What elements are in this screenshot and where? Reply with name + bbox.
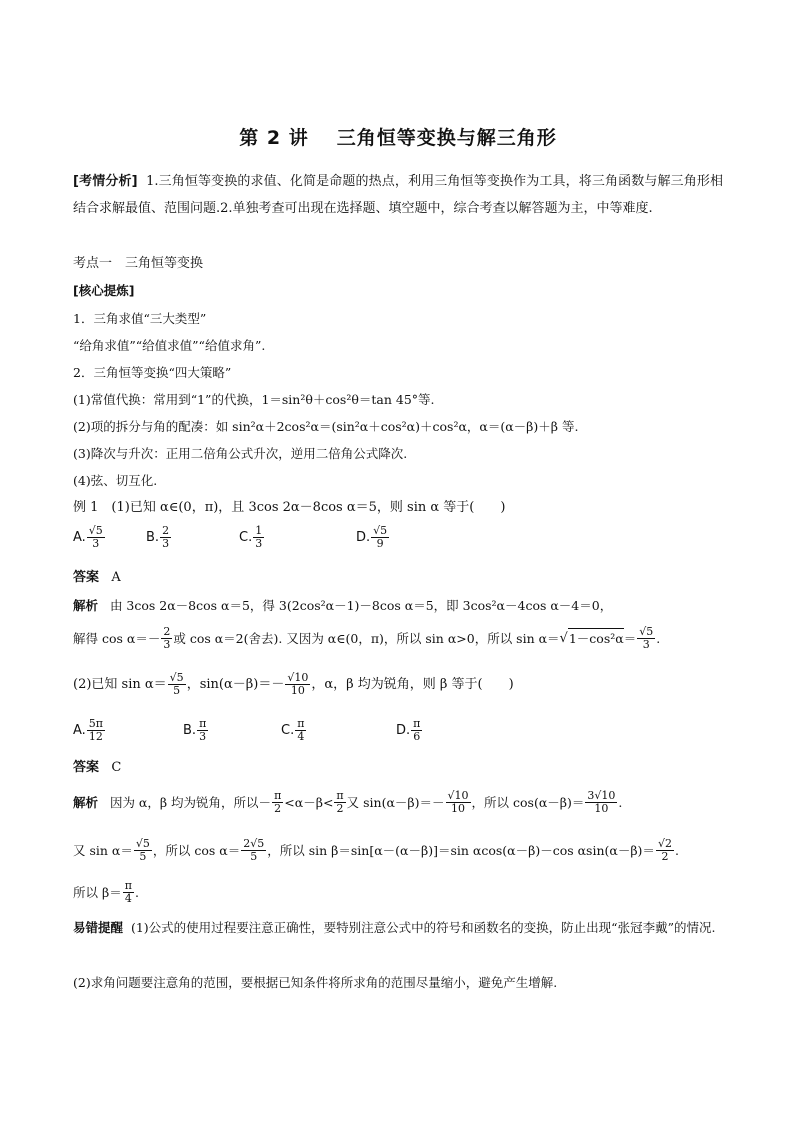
exam-analysis bbox=[73, 168, 723, 222]
solution-1-line-2: 解得 cos α＝－ $\frac{2}{3}$ 或 cos α＝2(舍去). 又因为 α∈(0，π)，所以 sin α>0，所以 sin α＝ √ 1－cos²α ＝ $\frac{√5}{3}$ . bbox=[73, 625, 661, 651]
choice-b[interactable]: B. $\frac{2}{3}$ bbox=[146, 524, 170, 550]
point-1-detail: “给角求值”“给值求值”“给值求角”. bbox=[73, 338, 266, 353]
error-tips-1: 易错提醒 (1)公式的使用过程要注意正确性，要特别注意公式中的符号和函数名的变换，防止出现“张冠李戴”的情况. bbox=[73, 920, 716, 935]
point-2: 2．三角恒等变换“四大策略” bbox=[73, 365, 232, 380]
title-lecture-number: 第 2 讲 bbox=[239, 127, 309, 149]
strategy-2: (2)项的拆分与角的配凑：如 sin²α＋2cos²α＝(sin²α＋cos²α)＋cos²α，α＝(α－β)＋β 等. bbox=[73, 419, 579, 434]
choice-c[interactable]: C. $\frac{1}{3}$ bbox=[239, 524, 263, 550]
answer-1: 答案 A bbox=[73, 570, 121, 585]
solution-2-line-2: 又 sin α＝ $\frac{√5}{5}$ ，所以 cos α＝ $\frac{2√5}{5}$ ，所以 sin β＝sin[α－(α－β)]＝sin αcos(α－β)－cos αsin(α－β)＝ $\frac{√2}{2}$ . bbox=[73, 837, 679, 863]
choice-2-d[interactable]: D. $\frac{\pi}{6}$ bbox=[396, 717, 421, 743]
solution-1-line-1: 解析 由 3cos 2α－8cos α＝5，得 3(2cos²α－1)－8cos α＝5，即 3cos²α－4cos α－4＝0， bbox=[73, 598, 613, 613]
exam-analysis-text: 1.三角恒等变换的求值、化简是命题的热点，利用三角恒等变换作为工具，将三角函数与解三角形相结合求解最值、范围问题.2.单独考查可出现在选择题、填空题中，综合考查以解答题为主，中等难度. bbox=[73, 174, 724, 216]
solution-2-line-1: 解析 因为 α，β 均为锐角，所以－ $\frac{\pi}{2}$ <α－β< $\frac{\pi}{2}$ 又 sin(α－β)＝－ $\frac{√10}{10}$ ，所以 cos(α－β)＝ $\frac{3√10}{10}$ . bbox=[73, 789, 623, 815]
example-1-question-2: (2)已知 sin α＝ $\frac{√5}{5}$ ，sin(α－β)＝－ $\frac{√10}{10}$ ，α，β 均为锐角，则 β 等于( ) bbox=[73, 671, 514, 697]
choice-2-b[interactable]: B. $\frac{\pi}{3}$ bbox=[183, 717, 207, 743]
exam-analysis-label: [考情分析] bbox=[73, 174, 138, 189]
solution-2-line-3: 所以 β＝ $\frac{\pi}{4}$ . bbox=[73, 879, 139, 905]
page-title bbox=[73, 123, 723, 150]
strategy-1: (1)常值代换：常用到“1”的代换，1＝sin²θ＋cos²θ＝tan 45°等. bbox=[73, 392, 435, 407]
topic-heading: 考点一 三角恒等变换 bbox=[73, 256, 204, 271]
strategy-3: (3)降次与升次：正用二倍角公式升次，逆用二倍角公式降次. bbox=[73, 446, 408, 461]
point-1: 1．三角求值“三大类型” bbox=[73, 311, 207, 326]
answer-2: 答案 C bbox=[73, 760, 122, 775]
choice-2-c[interactable]: C. $\frac{\pi}{4}$ bbox=[281, 717, 305, 743]
strategy-4: (4)弦、切互化. bbox=[73, 473, 158, 488]
core-heading: [核心提炼] bbox=[73, 283, 135, 298]
title-topic: 三角恒等变换与解三角形 bbox=[336, 127, 557, 149]
choice-2-a[interactable]: A. $\frac{5\pi}{12}$ bbox=[73, 717, 104, 743]
choice-a[interactable]: A. $\frac{√5}{3}$ bbox=[73, 524, 103, 550]
choice-d[interactable]: D. $\frac{√5}{9}$ bbox=[356, 524, 388, 550]
example-1-question-1: 例 1 (1)已知 α∈(0，π)，且 3cos 2α－8cos α＝5，则 sin α 等于( ) bbox=[73, 500, 506, 515]
error-tips-2: (2)求角问题要注意角的范围，要根据已知条件将所求角的范围尽量缩小，避免产生增解. bbox=[73, 975, 558, 990]
